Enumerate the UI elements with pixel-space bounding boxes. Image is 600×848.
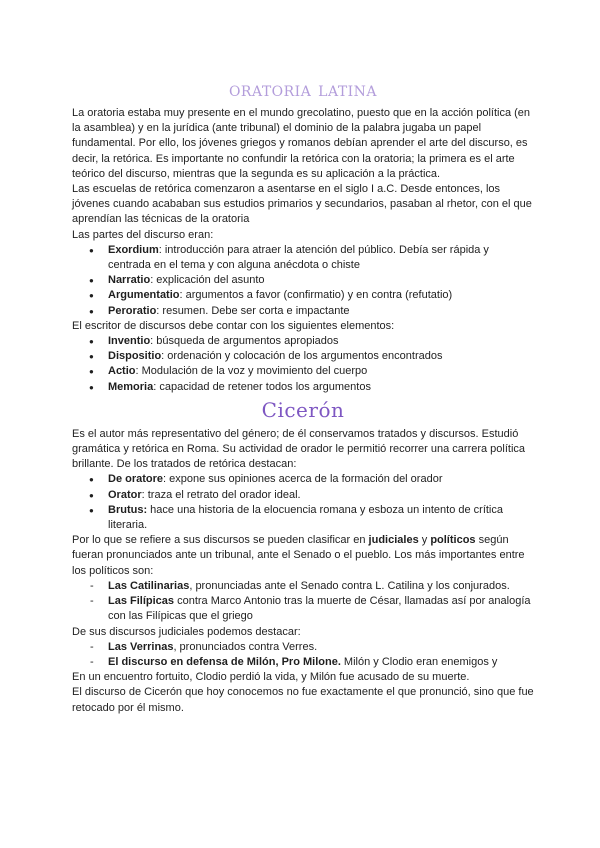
list-item: ● Narratio: explicación del asunto [72,273,534,288]
classification-paragraph: Por lo que se refiere a sus discursos se pueden clasificar en judiciales y políticos según fueran pronunciados ante un tribunal, ante el Senado o el pueblo. Los más importantes entre los políticos son: [72,534,525,577]
section-title-oratoria: oratoria latina [228,77,378,101]
intro-paragraph: La oratoria estaba muy presente en el mundo grecolatino, puesto que en la acción política (en la asamblea) y en la jurídica (ante tribunal) el dominio de la palabra jugaba un papel fundamental. Por ello, los jóvenes griegos y romanos debían aprender el arte del discurso, es decir, la retórica. Es importante no confundir la retórica con la oratoria; la primera es el arte teórico del discurso, mientras que la segunda es su aplicación a la práctica. [72,107,531,180]
closing-line-1: En un encuentro fortuito, Clodio perdió la vida, y Milón fue acusado de su muerte. [72,671,470,684]
list-item: ● Exordium: introducción para atraer la atención del público. Debía ser rápida y centrada en el tema y con alguna anécdota o chiste [72,243,534,273]
list-item: ● Orator: traza el retrato del orador ideal. [72,488,534,503]
list-item: ● De oratore: expone sus opiniones acerca de la formación del orador [72,472,534,487]
list-item: - Las Verrinas, pronunciados contra Verres. [72,640,534,655]
list-item: - Las Catilinarias, pronunciadas ante el Senado contra L. Catilina y los conjurados. [72,579,534,594]
document-page [72,76,534,716]
list-item: ● Argumentatio: argumentos a favor (confirmatio) y en contra (refutatio) [72,288,534,303]
schools-paragraph: Las escuelas de retórica comenzaron a asentarse en el siglo I a.C. Desde entonces, los jóvenes cuando acababan sus estudios primarios y secundarios, pasaban al rhetor, con el que aprendían las técnicas de la oratoria [72,183,532,226]
closing-line-2: El discurso de Cicerón que hoy conocemos no fue exactamente el que pronunció, sino que fue retocado por él mismo. [72,686,534,714]
elements-list [72,334,534,395]
list-item: ● Brutus: hace una historia de la elocuencia romana y esboza un intento de crítica literaria. [72,503,534,533]
elements-intro: El escritor de discursos debe contar con los siguientes elementos: [72,319,395,332]
parts-list [72,243,534,319]
judicial-list [72,640,534,670]
treatises-list [72,472,534,533]
judicial-intro: De sus discursos judiciales podemos destacar: [72,625,301,638]
parts-intro: Las partes del discurso eran: [72,228,214,241]
list-item: ● Peroratio: resumen. Debe ser corta e impactante [72,304,534,319]
political-list [72,579,534,625]
list-item: ● Actio: Modulación de la voz y movimiento del cuerpo [72,364,534,379]
ciceron-intro: Es el autor más representativo del género; de él conservamos tratados y discursos. Estudió gramática y retórica en Roma. Su actividad de orador le permitió recorrer una carrera política brillante. De los tratados de retórica destacan: [72,427,526,471]
list-item: - El discurso en defensa de Milón, Pro Milone. Milón y Clodio eran enemigos y [72,655,534,670]
list-item: ● Inventio: búsqueda de argumentos apropiados [72,334,534,349]
list-item: ● Dispositio: ordenación y colocación de los argumentos encontrados [72,349,534,364]
list-item: - Las Filípicas contra Marco Antonio tras la muerte de César, llamadas así por analogía con las Filípicas que el griego [72,594,534,624]
section-title-ciceron: Cicerón [261,397,345,422]
list-item: ● Memoria: capacidad de retener todos los argumentos [72,380,534,395]
